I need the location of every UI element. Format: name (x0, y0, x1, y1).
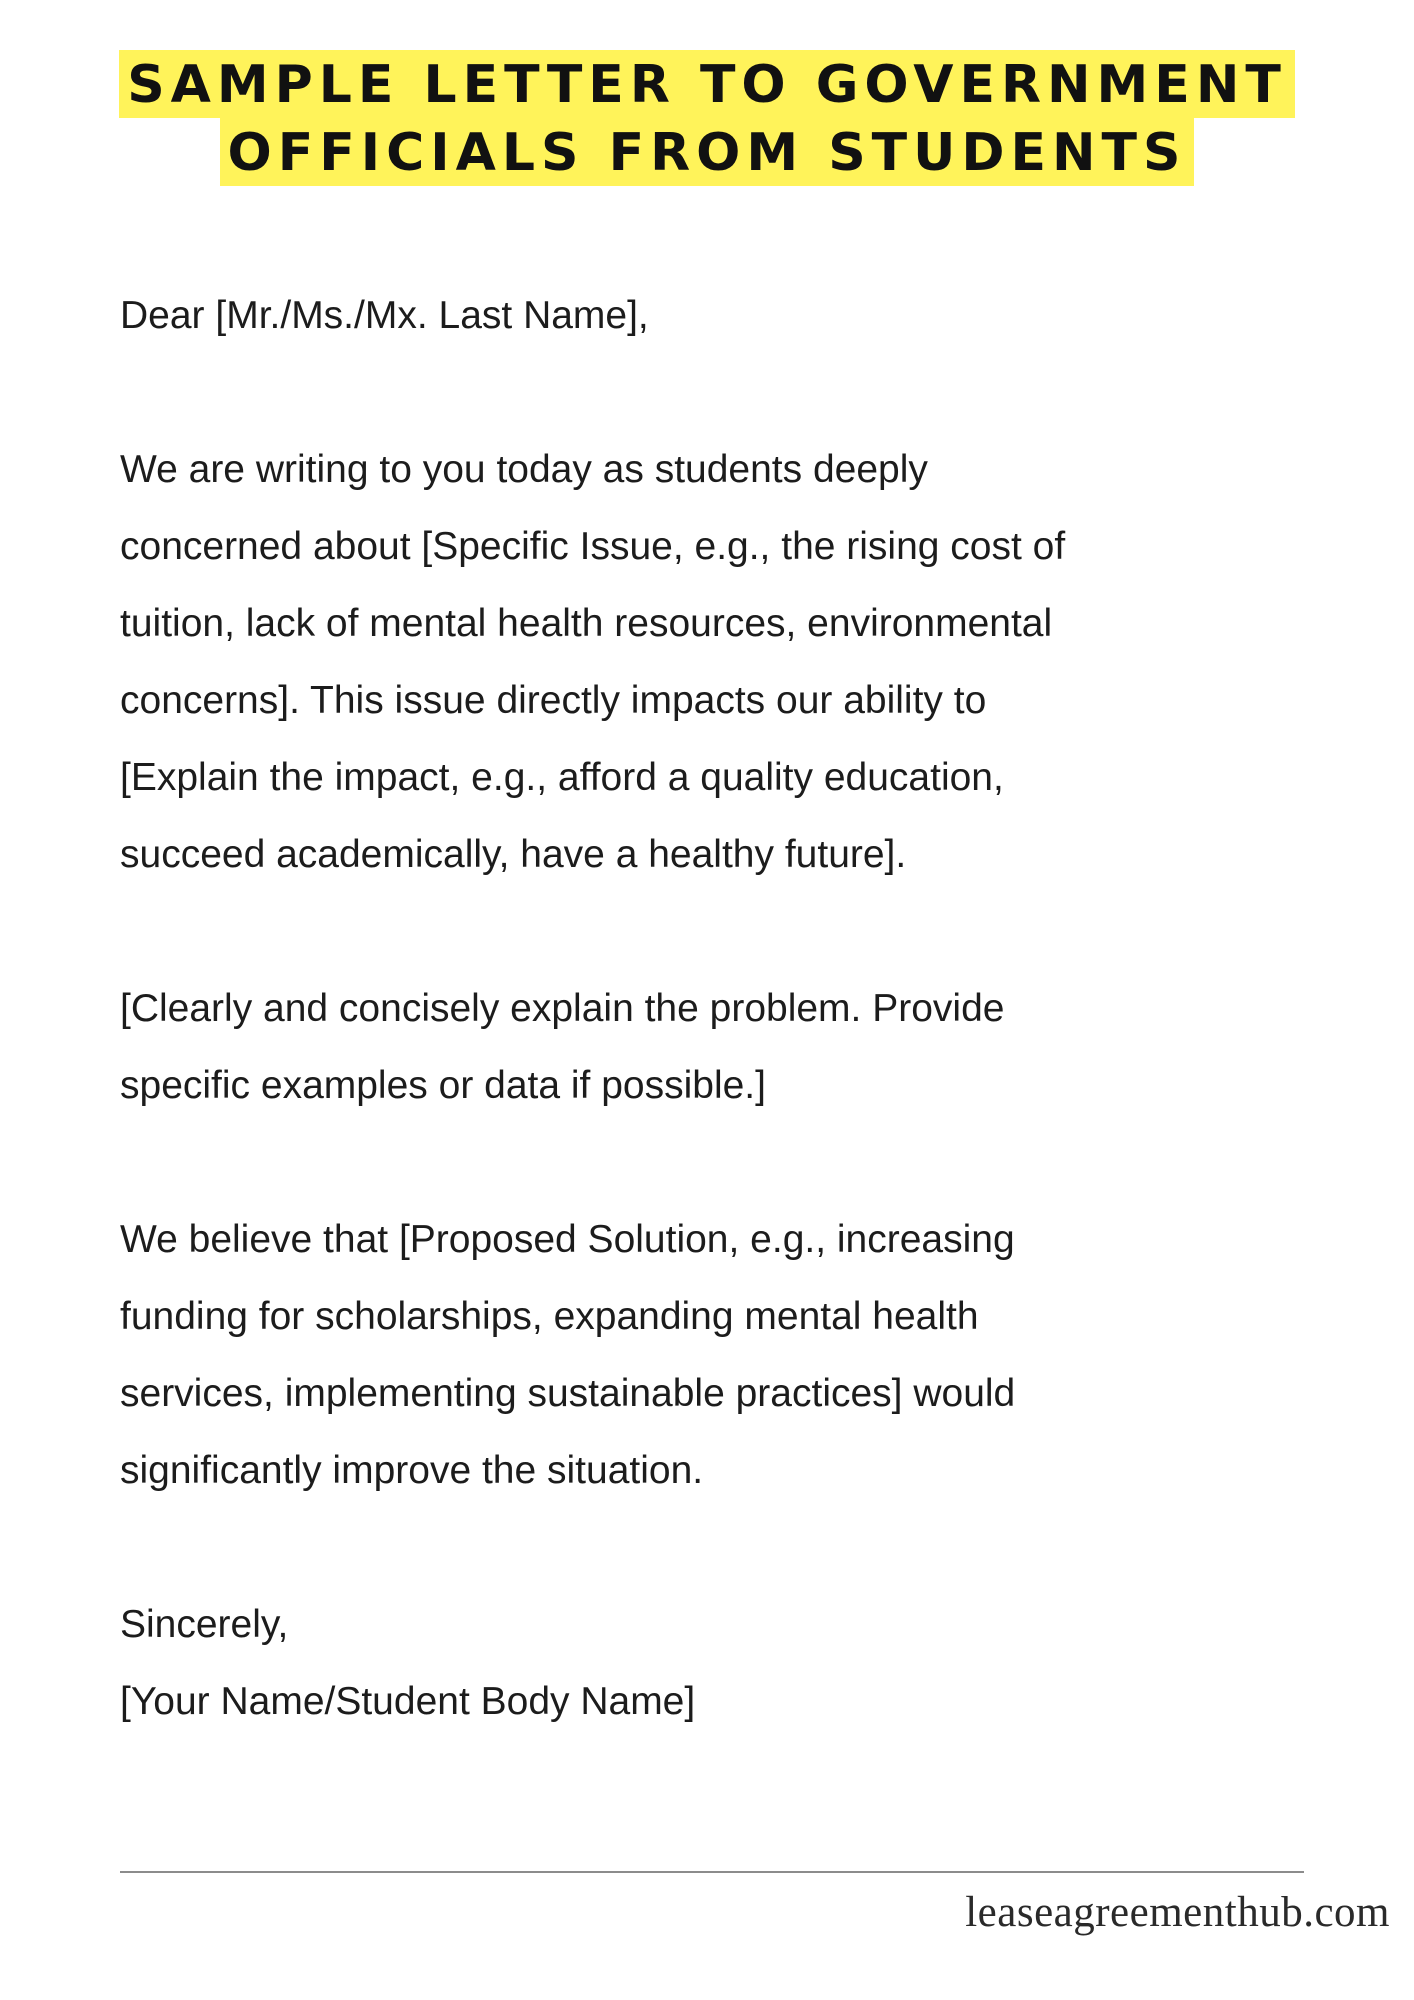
salutation: Dear [Mr./Ms./Mx. Last Name], (120, 294, 649, 337)
paragraph-solution: We believe that [Proposed Solution, e.g., increasing funding for scholarships, expanding mental health services, implementing sustainable practices] would significantly improve the situation. (120, 1218, 1016, 1492)
footer-website: leaseagreementhub.com (965, 1889, 1390, 1936)
paragraph-problem: [Clearly and concisely explain the problem. Provide specific examples or data if possible.] (120, 987, 1005, 1107)
footer-divider (120, 1871, 1304, 1873)
letter-body (120, 277, 1320, 1740)
title-line-1: SAMPLE LETTER TO GOVERNMENT (119, 50, 1295, 118)
title-line-2: OFFICIALS FROM STUDENTS (220, 118, 1195, 186)
page-title (0, 50, 1414, 186)
closing: Sincerely, (120, 1603, 289, 1646)
signature: [Your Name/Student Body Name] (120, 1680, 696, 1723)
paragraph-issue: We are writing to you today as students deeply concerned about [Specific Issue, e.g., the rising cost of tuition, lack of mental health resources, environmental concerns]. This issue directly impacts our ability to [Explain the impact, e.g., afford a quality education, succeed academically, have a healthy future]. (120, 448, 1066, 876)
